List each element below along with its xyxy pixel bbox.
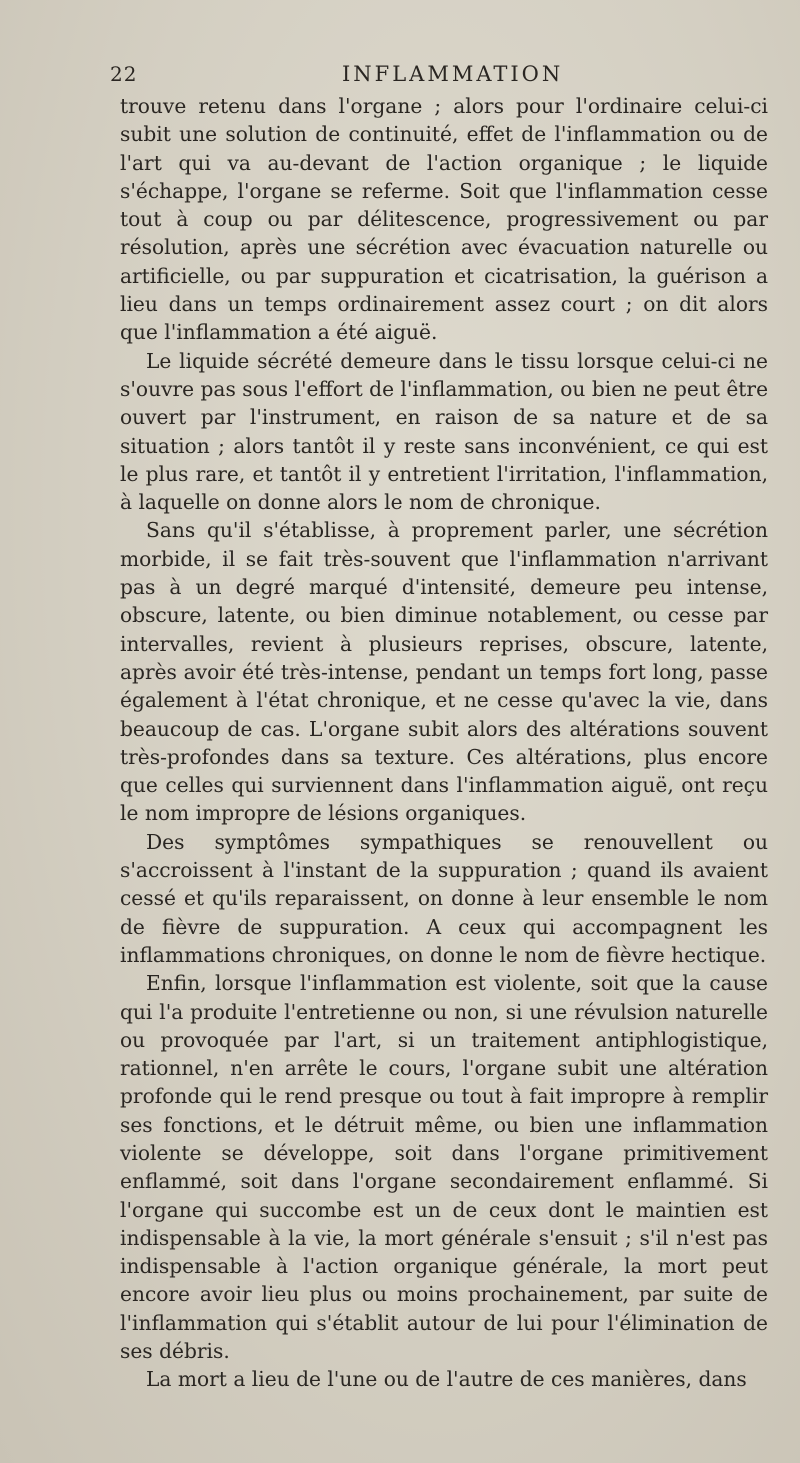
paragraph: trouve retenu dans l'organe ; alors pour l'ordinaire celui-ci subit une solution de continuité, effet de l'inflammation ou de l'art qui va au-devant de l'action organique ; le liquide s'échappe, l'organe se referme. Soit que l'inflammation cesse tout à coup ou par délitescence, progressivement ou par résolution, après une sécrétion avec évacuation naturelle ou artificielle, ou par suppuration et cicatrisation, la guérison a lieu dans un temps ordinairement assez court ; on dit alors que l'inflammation a été aiguë. [120,94,768,345]
paragraph: Enfin, lorsque l'inflammation est violente, soit que la cause qui l'a produite l'entretienne ou non, si une révulsion naturelle ou provoquée par l'art, si un traitement antiphlogistique, rationnel, n'en arrête le cours, l'organe subit une altération profonde qui le rend presque ou tout à fait impropre à remplir ses fonctions, et le détruit même, ou bien une inflammation violente se développe, soit dans l'organe primitivement enflammé, soit dans l'organe secondairement enflammé. Si l'organe qui succombe est un de ceux dont le maintien est indispensable à la vie, la mort générale s'ensuit ; s'il n'est pas indispensable à l'action organique générale, la mort peut encore avoir lieu plus ou moins prochainement, par suite de l'inflammation qui s'établit autour de lui pour l'élimination de ses débris. [120,971,768,1364]
paragraph: Le liquide sécrété demeure dans le tissu lorsque celui-ci ne s'ouvre pas sous l'effort de l'inflammation, ou bien ne peut être ouvert par l'instrument, en raison de sa nature et de sa situation ; alors tantôt il y reste sans inconvénient, ce qui est le plus rare, et tantôt il y entretient l'irritation, l'inflammation, à laquelle on donne alors le nom de chronique. [120,348,769,515]
body-text [120,92,768,1394]
page-header [110,62,710,92]
paragraph: Sans qu'il s'établisse, à proprement parler, une sécrétion morbide, il se fait très-souvent que l'inflammation n'arrivant pas à un degré marqué d'intensité, demeure peu intense, obscure, latente, ou bien diminue notablement, ou cesse par intervalles, revient à plusieurs reprises, obscure, latente, après avoir été très-intense, pendant un temps fort long, passe également à l'état chronique, et ne cesse qu'avec la vie, dans beaucoup de cas. L'organe subit alors des altérations souvent très-profondes dans sa texture. Ces altérations, plus encore que celles qui surviennent dans l'inflammation aiguë, ont reçu le nom impropre de lésions organiques. [120,518,768,826]
running-head: INFLAMMATION [342,62,564,86]
page-number: 22 [110,62,138,86]
paragraph: La mort a lieu de l'une ou de l'autre de ces manières, dans [146,1367,747,1392]
paragraph: Des symptômes sympathiques se renouvellent ou s'accroissent à l'instant de la suppuration ; quand ils avaient cessé et qu'ils reparaissent, on donne à leur ensemble le nom de fièvre de suppuration. A ceux qui accompagnent les inflammations chroniques, on donne le nom de fièvre hectique. [120,829,768,967]
